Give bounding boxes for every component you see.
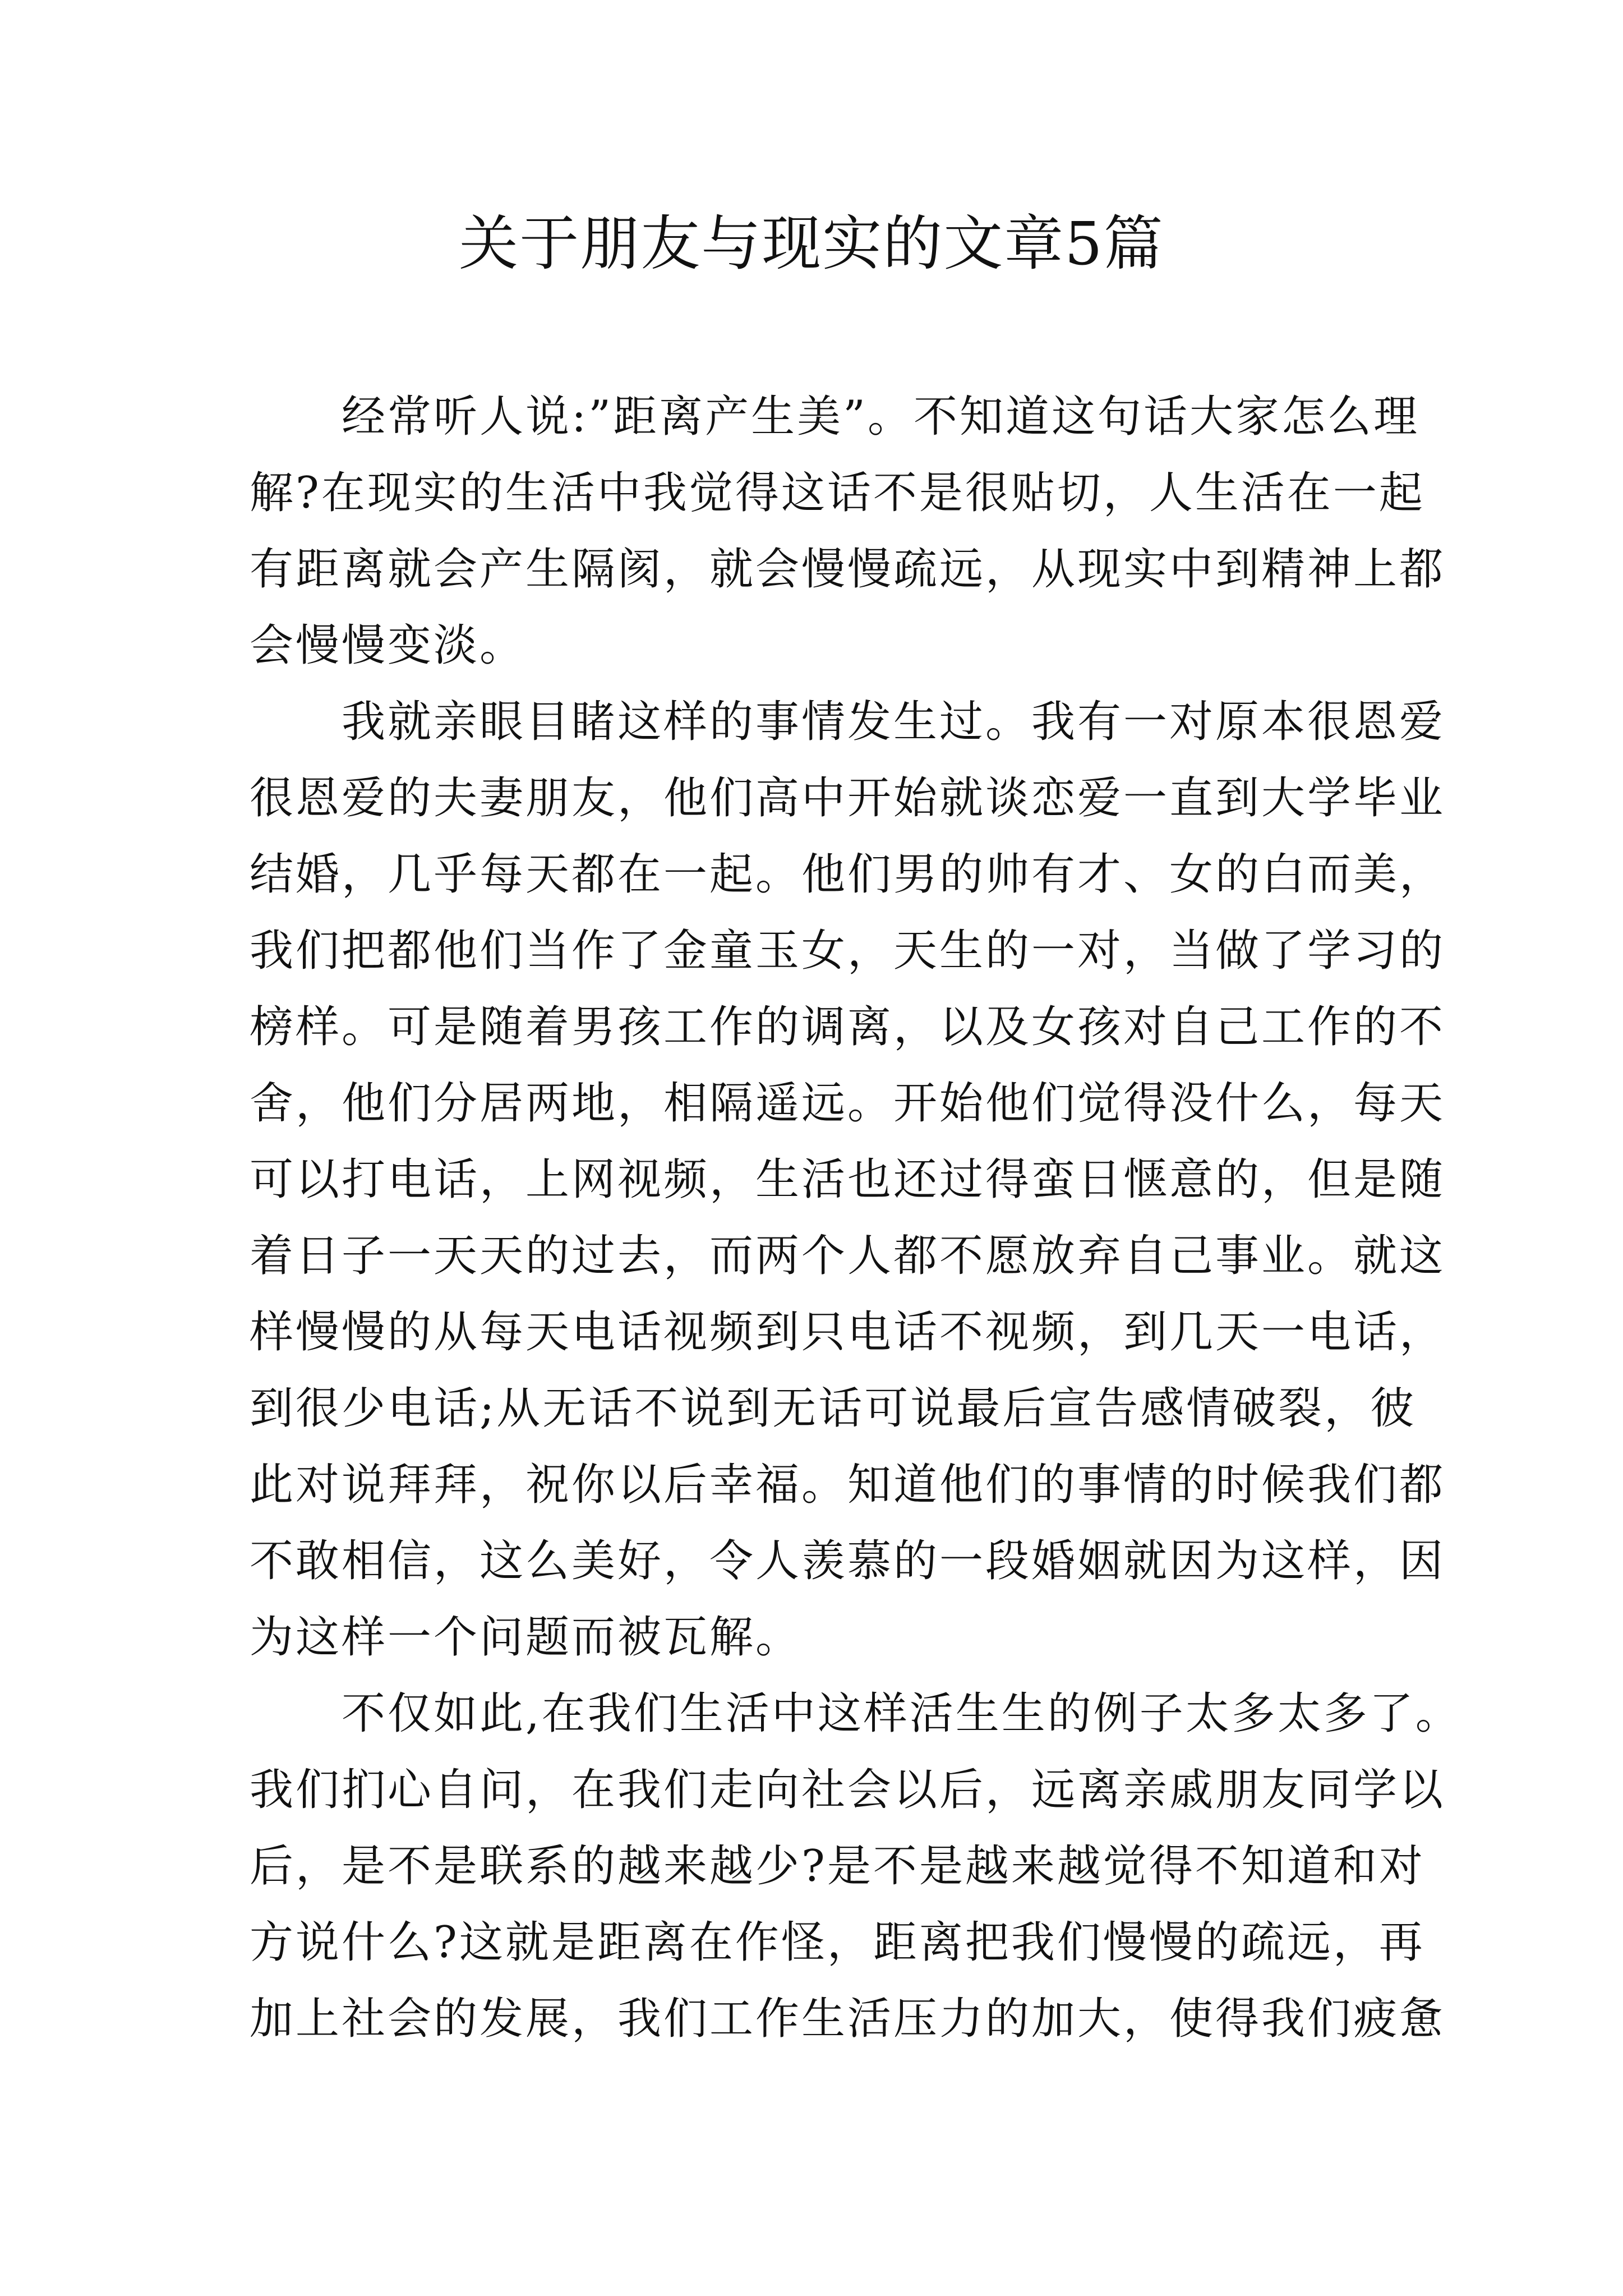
text-line: 我们把都他们当作了金童玉女，天生的一对，当做了学习的 bbox=[250, 926, 1446, 976]
text-line: 我就亲眼目睹这样的事情发生过。我有一对原本很恩爱 bbox=[250, 697, 1446, 747]
text-line: 到很少电话;从无话不说到无话可说最后宣告感情破裂，彼 bbox=[250, 1383, 1417, 1434]
text-line: 此对说拜拜，祝你以后幸福。知道他们的事情的时候我们都 bbox=[250, 1460, 1446, 1510]
document-title: 关于朋友与现实的文章5篇 bbox=[459, 209, 1164, 278]
text-line: 样慢慢的从每天电话视频到只电话不视频，到几天一电话， bbox=[250, 1307, 1446, 1358]
text-line: 经常听人说:”距离产生美”。不知道这句话大家怎么理 bbox=[250, 392, 1420, 442]
text-line: 很恩爱的夫妻朋友，他们高中开始就谈恋爱一直到大学毕业 bbox=[250, 773, 1446, 823]
text-line: 会慢慢变淡。 bbox=[250, 620, 526, 671]
text-line: 我们扪心自问，在我们走向社会以后，远离亲戚朋友同学以 bbox=[250, 1765, 1446, 1815]
text-line: 加上社会的发展，我们工作生活压力的加大，使得我们疲惫 bbox=[250, 1994, 1446, 2044]
text-line: 为这样一个问题而被瓦解。 bbox=[250, 1612, 802, 1663]
text-line: 舍，他们分居两地，相隔遥远。开始他们觉得没什么，每天 bbox=[250, 1078, 1446, 1129]
text-line: 不仅如此,在我们生活中这样活生生的例子太多太多了。 bbox=[250, 1688, 1461, 1739]
text-line: 方说什么?这就是距离在作怪，距离把我们慢慢的疏远，再 bbox=[250, 1917, 1425, 1968]
text-line: 可以打电话，上网视频，生活也还过得蛮日惬意的，但是随 bbox=[250, 1154, 1446, 1205]
text-line: 有距离就会产生隔阂，就会慢慢疏远，从现实中到精神上都 bbox=[250, 544, 1446, 595]
document-body bbox=[250, 379, 1461, 2057]
text-line: 后，是不是联系的越来越少?是不是越来越觉得不知道和对 bbox=[250, 1841, 1425, 1892]
text-line: 结婚，几乎每天都在一起。他们男的帅有才、女的白而美， bbox=[250, 849, 1446, 900]
text-line: 着日子一天天的过去，而两个人都不愿放弃自己事业。就这 bbox=[250, 1231, 1446, 1281]
text-line: 榜样。可是随着男孩工作的调离，以及女孩对自己工作的不 bbox=[250, 1002, 1446, 1052]
text-line: 解?在现实的生活中我觉得这话不是很贴切，人生活在一起 bbox=[250, 468, 1425, 518]
text-line: 不敢相信，这么美好，令人羡慕的一段婚姻就因为这样，因 bbox=[250, 1536, 1446, 1586]
